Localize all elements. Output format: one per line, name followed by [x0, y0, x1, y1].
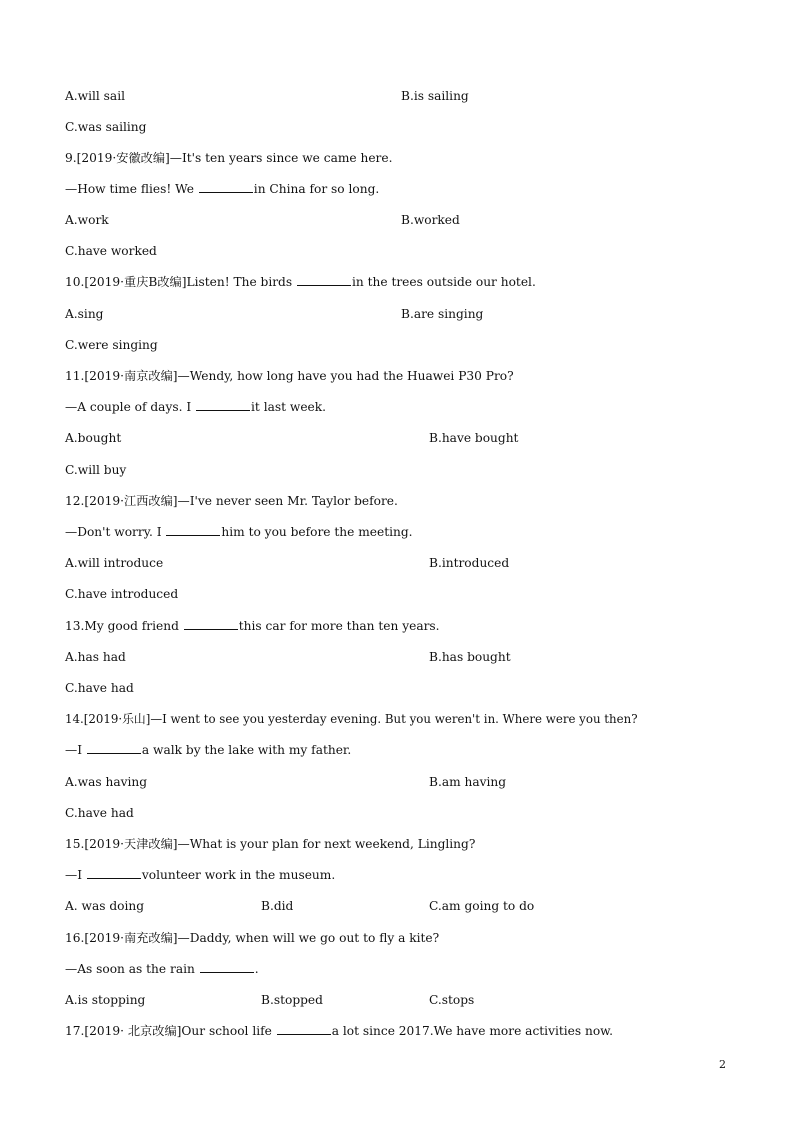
question-stem: 12.[2019·江西改编]—I've never seen Mr. Taylor before.	[65, 494, 398, 508]
question-line: —As soon as the rain .	[65, 962, 259, 976]
option-b: B.worked	[401, 213, 460, 227]
question-stem: 11.[2019·南京改编]—Wendy, how long have you had the Huawei P30 Pro?	[65, 369, 514, 383]
answer-blank	[196, 399, 250, 411]
option-b: B.stopped	[261, 993, 323, 1007]
option-b: B.is sailing	[401, 89, 469, 103]
answer-blank	[87, 742, 141, 754]
question-line: —A couple of days. I it last week.	[65, 400, 327, 414]
question-stem: 9.[2019·安徽改编]—It's ten years since we came here.	[65, 151, 393, 165]
option-b: B.has bought	[429, 650, 511, 664]
option-c: C.have had	[65, 681, 134, 695]
option-c: C.have had	[65, 806, 134, 820]
question-line: —How time flies! We in China for so long.	[65, 182, 380, 196]
question-line: —I a walk by the lake with my father.	[65, 743, 352, 757]
option-b: B.introduced	[429, 556, 510, 570]
option-b: B.did	[261, 899, 294, 913]
page-number: 2	[719, 1058, 726, 1071]
question-stem: 10.[2019·重庆B改编]Listen! The birds in the trees outside our hotel.	[65, 275, 536, 289]
answer-blank	[277, 1023, 331, 1035]
question-stem: 17.[2019· 北京改编]Our school life a lot since 2017.We have more activities now.	[65, 1024, 614, 1038]
question-stem: 16.[2019·南充改编]—Daddy, when will we go out to fly a kite?	[65, 931, 440, 945]
option-a: A. was doing	[65, 899, 145, 913]
option-b: B.are singing	[401, 307, 484, 321]
option-c: C.am going to do	[429, 899, 535, 913]
answer-blank	[166, 524, 220, 536]
option-c: C.were singing	[65, 338, 158, 352]
option-a: A.sing	[65, 307, 104, 321]
option-b: B.am having	[429, 775, 507, 789]
option-c: C.will buy	[65, 463, 127, 477]
option-a: A.was having	[65, 775, 148, 789]
option-c: C.was sailing	[65, 120, 147, 134]
answer-blank	[297, 274, 351, 286]
answer-blank	[87, 867, 141, 879]
answer-blank	[199, 181, 253, 193]
option-c: C.have worked	[65, 244, 157, 258]
option-c: C.have introduced	[65, 587, 179, 601]
question-stem: 14.[2019·乐山]—I went to see you yesterday evening. But you weren't in. Where were you then?	[65, 712, 638, 726]
answer-blank	[200, 961, 254, 973]
question-line: —Don't worry. I him to you before the meeting.	[65, 525, 413, 539]
question-stem: 15.[2019·天津改编]—What is your plan for next weekend, Lingling?	[65, 837, 476, 851]
option-a: A.will introduce	[65, 556, 164, 570]
option-a: A.bought	[65, 431, 122, 445]
question-line: —I volunteer work in the museum.	[65, 868, 336, 882]
option-a: A.has had	[65, 650, 126, 664]
option-b: B.have bought	[429, 431, 519, 445]
option-c: C.stops	[429, 993, 475, 1007]
option-a: A.work	[65, 213, 109, 227]
question-stem: 13.My good friend this car for more than ten years.	[65, 619, 440, 633]
answer-blank	[184, 618, 238, 630]
option-a: A.will sail	[65, 89, 125, 103]
option-a: A.is stopping	[65, 993, 146, 1007]
